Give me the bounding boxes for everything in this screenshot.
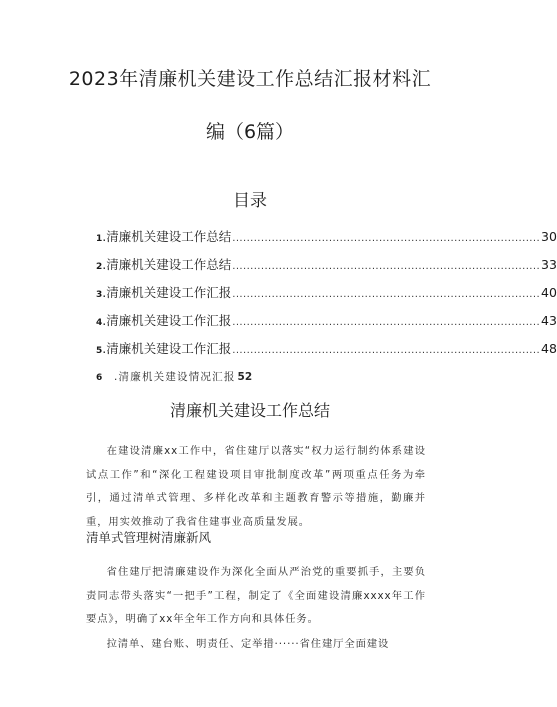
table-of-contents bbox=[96, 229, 557, 397]
body-paragraph: 在建设清廉xx工作中，省住建厅以落实“权力运行制约体系建设试点工作”和“深化工程建设项目审批制度改革”两项重点任务为牵引，通过清单式管理、多样化改革和主题教育警示等措施，勤廉并重，用实效推动了我省住建事业高质量发展。 bbox=[86, 445, 426, 528]
toc-item-title: .清廉机关建设工作总结 bbox=[102, 229, 232, 244]
toc-leader-dots: ...................................................................................... bbox=[232, 261, 541, 272]
toc-item-number: 6 bbox=[96, 373, 104, 383]
toc-item-title: .清廉机关建设工作总结 bbox=[102, 257, 232, 272]
toc-item-page: 52 bbox=[237, 371, 253, 383]
toc-item[interactable] bbox=[96, 369, 406, 397]
toc-leader-dots: ...................................................................................... bbox=[232, 233, 541, 244]
body-paragraph: 拉清单、建台账、明责任、定举措······省住建厅全面建设 bbox=[106, 638, 390, 651]
toc-item[interactable] bbox=[96, 341, 557, 369]
toc-item-title: .清廉机关建设工作汇报 bbox=[102, 285, 232, 300]
toc-item-title: .清廉机关建设情况汇报 bbox=[114, 371, 236, 383]
toc-item[interactable] bbox=[96, 313, 557, 341]
toc-item-page: 33 bbox=[541, 257, 557, 272]
toc-item-title: .清廉机关建设工作汇报 bbox=[102, 313, 232, 328]
toc-item[interactable] bbox=[96, 285, 557, 313]
toc-item-number: 1 bbox=[96, 234, 103, 244]
toc-leader-dots: ...................................................................................... bbox=[232, 345, 541, 356]
toc-leader-dots: ...................................................................................... bbox=[232, 317, 541, 328]
toc-item-title: .清廉机关建设工作汇报 bbox=[102, 341, 232, 356]
toc-item-number: 5 bbox=[96, 346, 103, 356]
toc-item-number: 2 bbox=[96, 262, 103, 272]
toc-item-page: 30 bbox=[541, 229, 557, 244]
toc-item[interactable] bbox=[96, 257, 557, 285]
toc-item-page: 48 bbox=[541, 341, 557, 356]
toc-item-number: 3 bbox=[96, 290, 103, 300]
toc-item-number: 4 bbox=[96, 318, 103, 328]
toc-leader-dots: ...................................................................................... bbox=[232, 289, 541, 300]
toc-heading: 目录 bbox=[233, 191, 267, 211]
subheading: 清单式管理树清廉新风 bbox=[86, 530, 212, 545]
toc-item[interactable] bbox=[96, 229, 557, 257]
body-paragraph: 省住建厅把清廉建设作为深化全面从严治党的重要抓手，主要负责同志带头落实“一把手”工程，制定了《全面建设清廉xxxx年工作要点》，明确了xx年全年工作方向和具体任务。 bbox=[86, 566, 426, 626]
document-title-line-2: 编（6篇） bbox=[205, 121, 295, 143]
toc-item-page: 40 bbox=[541, 285, 557, 300]
toc-item-page: 43 bbox=[541, 313, 557, 328]
section-title: 清廉机关建设工作总结 bbox=[169, 401, 330, 420]
document-title-line-1: 2023年清廉机关建设工作总结汇报材料汇 bbox=[68, 68, 432, 90]
